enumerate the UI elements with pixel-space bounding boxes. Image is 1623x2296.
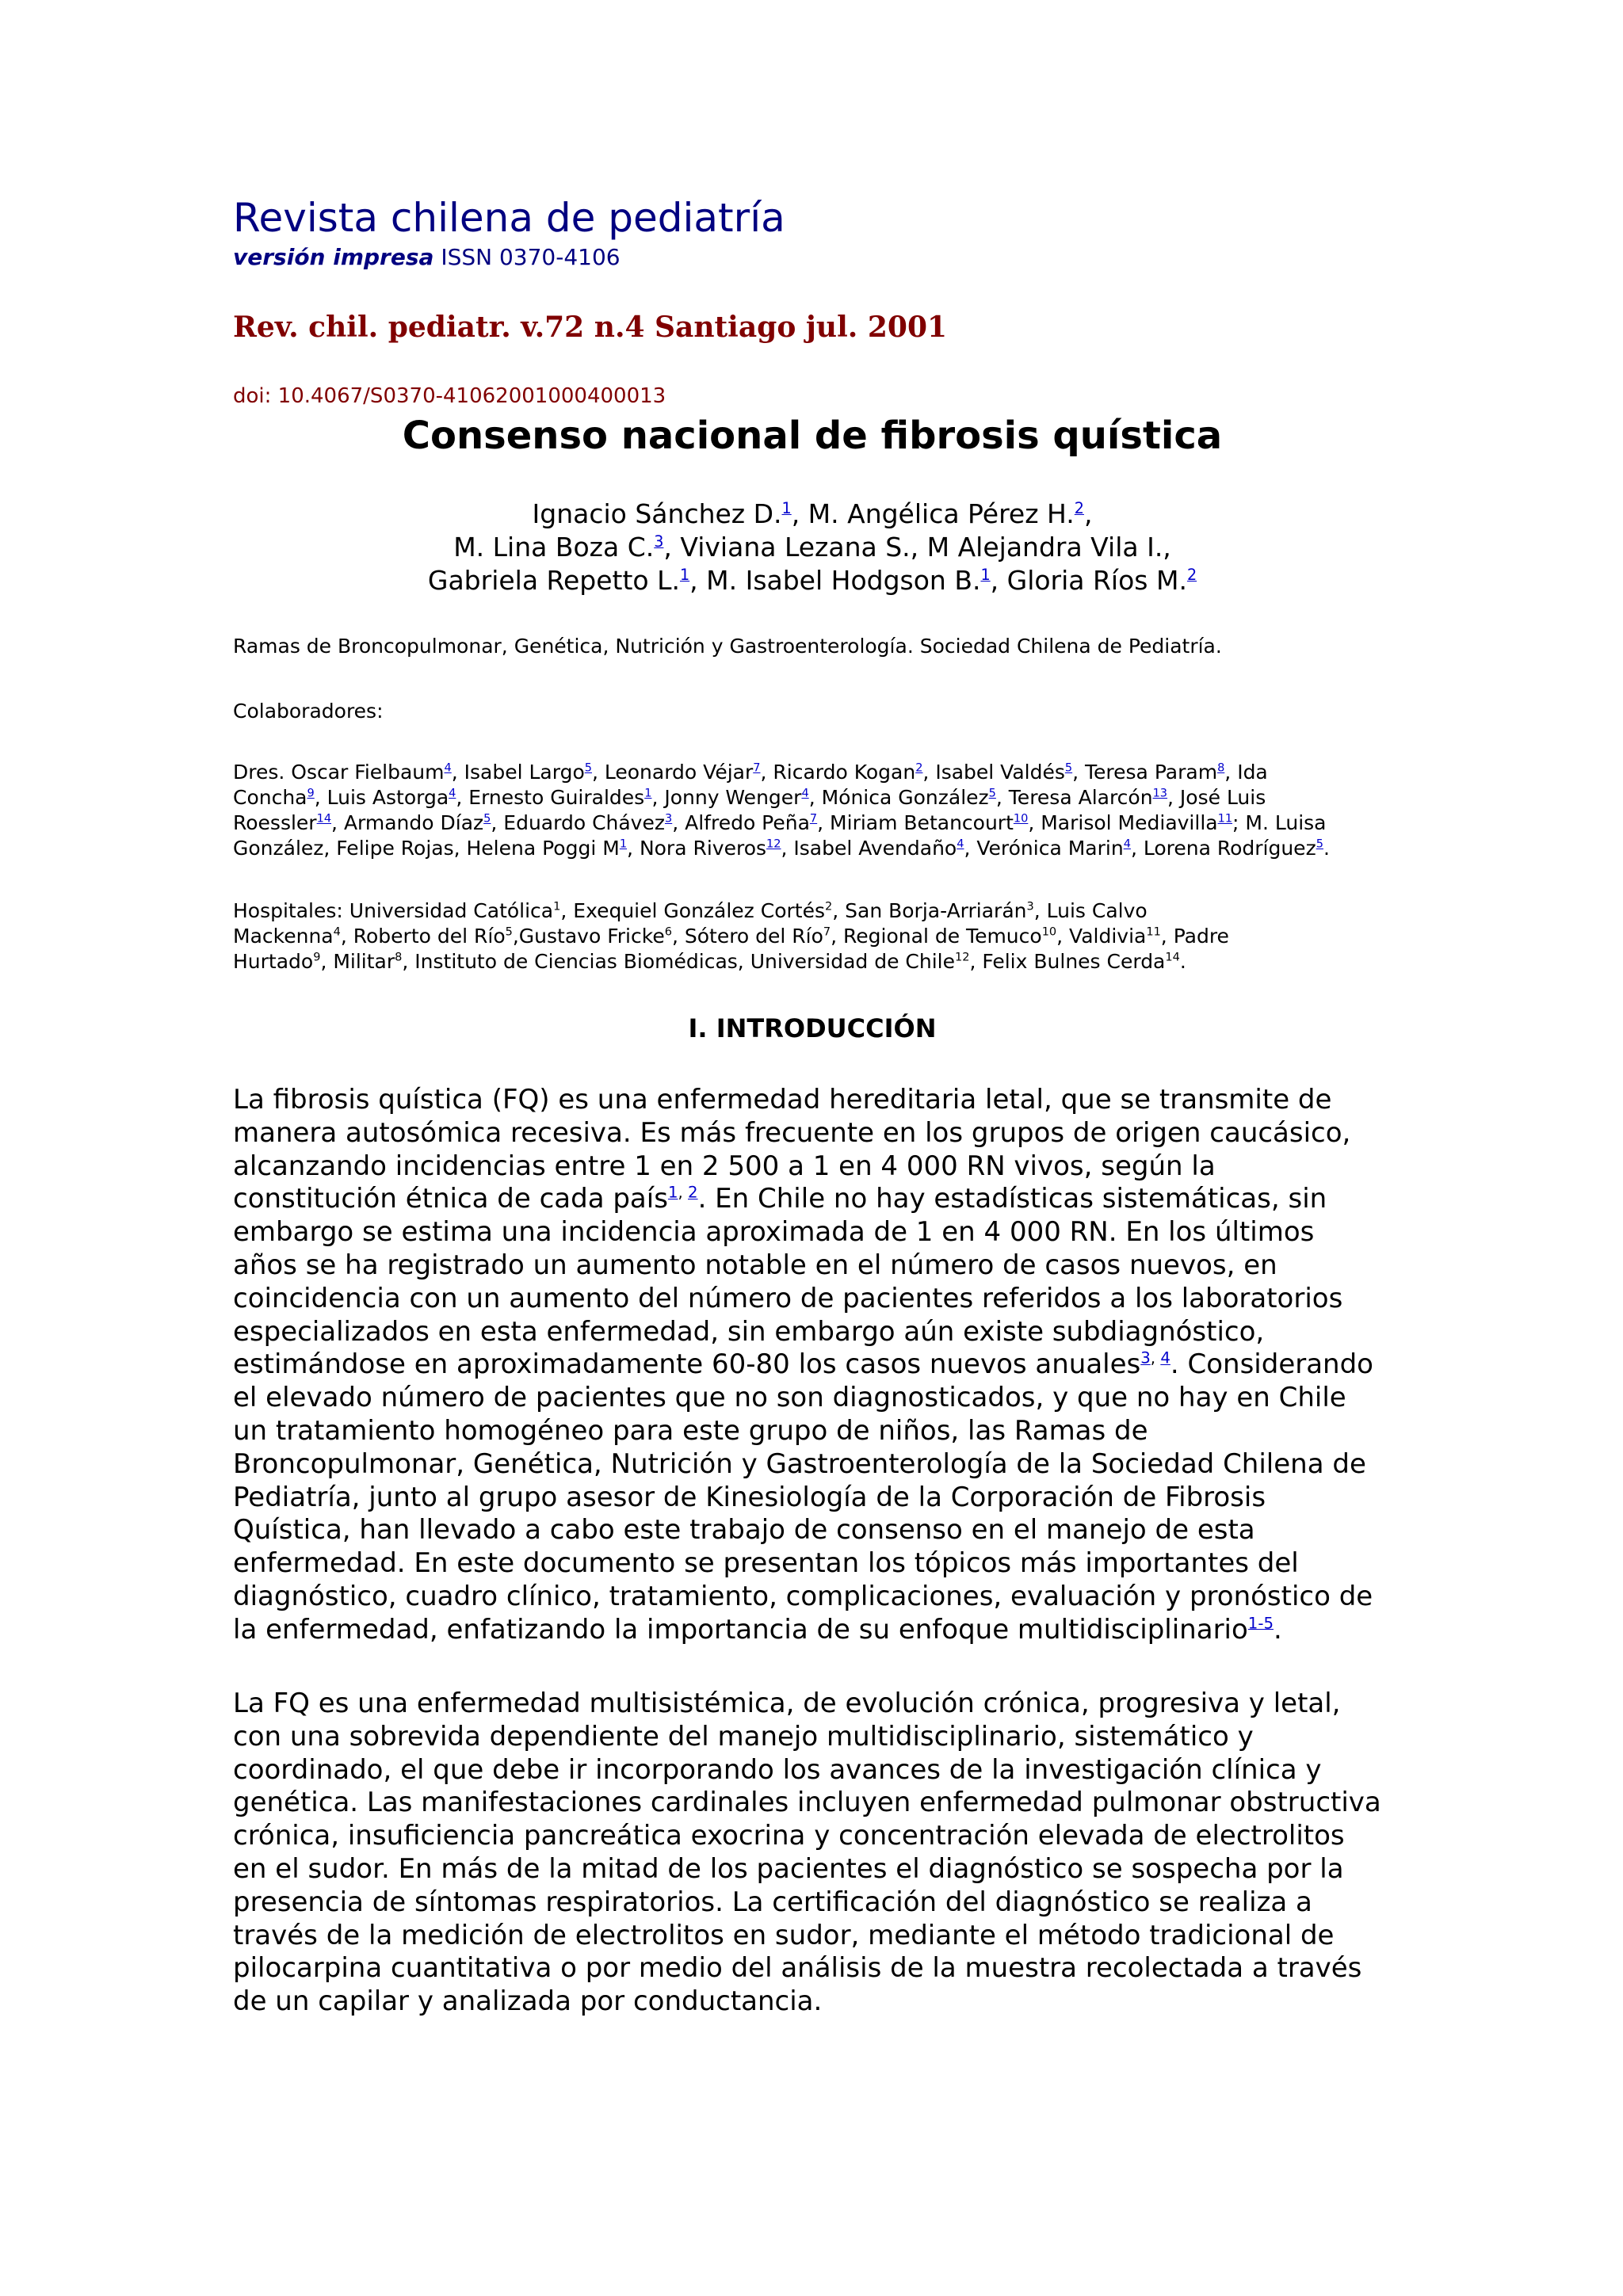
collaborator-ref xyxy=(445,762,452,775)
collaborator-ref xyxy=(766,838,781,851)
author-ref-sup xyxy=(1187,566,1197,584)
reference-link[interactable]: 3 xyxy=(664,812,673,826)
collaborator-text: , Teresa Param xyxy=(1072,761,1218,784)
citation-ref: , xyxy=(1150,1349,1161,1368)
reference-link[interactable]: 14 xyxy=(316,812,332,826)
hospital-text: , Instituto de Ciencias Biomédicas, Universidad de Chile xyxy=(402,950,955,973)
reference-link[interactable]: 5 xyxy=(1316,837,1323,851)
collaborator-text: Dres. Oscar Fielbaum xyxy=(233,761,445,784)
collaborator-text: Roessler xyxy=(233,811,317,834)
author-name: Gloria Ríos M. xyxy=(1006,565,1187,596)
hospital-text: Hurtado xyxy=(233,950,314,973)
collaborator-ref xyxy=(620,838,627,851)
collaborator-text: , Alfredo Peña xyxy=(672,811,810,834)
collaborator-text: , Teresa Alarcón xyxy=(995,786,1153,809)
collaborator-ref xyxy=(1217,762,1224,775)
hospital-text: , Felix Bulnes Cerda xyxy=(969,950,1166,973)
collaborator-ref xyxy=(1065,762,1072,775)
collaborator-ref xyxy=(801,788,808,800)
collaborator-ref xyxy=(1153,788,1167,800)
hospital-ref: 8 xyxy=(395,951,403,964)
paragraph-text: La fibrosis quística (FQ) es una enfermedad hereditaria letal, que se transmite de manera autosómica recesiva. Es más frecuente en los grupos de origen caucásico, alcanzando incidencias entre 1 en 2 500 a 1 en 4 000 RN vivos, según la constitución étnica de cada país xyxy=(233,1084,1351,1215)
paragraph-text: . Considerando el elevado número de pacientes que no son diagnosticados, y que no hay en Chile un tratamiento homogéneo para este grupo de niños, las Ramas de Broncopulmonar, Genética, Nutrición y Gastroenterología de la Sociedad Chilena de Pediatría, junto al grupo asesor de Kinesiología de la Corporación de Fibrosis Quística, han llevado a cabo este trabajo de consenso en el manejo de esta enfermedad. En este documento se presentan los tópicos más importantes del diagnóstico, cuadro clínico, tratamiento, complicaciones, evaluación y pronóstico de la enfermedad, enfatizando la importancia de su enfoque multidisciplinario xyxy=(233,1348,1373,1646)
section-heading: I. INTRODUCCIÓN xyxy=(688,1013,937,1043)
paragraph-text: La FQ es una enfermedad multisistémica, de evolución crónica, progresiva y letal, con una sobrevida dependiente del manejo multidisciplinario, sistemático y coordinado, el que debe ir incorporando los avances de la investigación clínica y genética. Las manifestaciones cardinales incluyen enfermedad pulmonar obstructiva crónica, insuficiencia pancreática exocrina y concentración elevada de electrolitos en el sudor. En más de la mitad de los pacientes el diagnóstico se sospecha por la presencia de síntomas respiratorios. La certificación del diagnóstico se realiza a través de la medición de electrolitos en sudor, mediante el método tradicional de pilocarpina cuantitativa o por medio del análisis de la muestra recolectada a través de un capilar y analizada por conductancia. xyxy=(233,1688,1381,2018)
collaborator-ref xyxy=(1014,813,1028,826)
reference-link[interactable]: 4 xyxy=(444,761,452,775)
citation-ref: , xyxy=(678,1184,689,1203)
hospital-text: ,Gustavo Fricke xyxy=(512,925,665,948)
citation: Rev. chil. pediatr. v.72 n.4 Santiago jul. 2001 xyxy=(233,311,948,344)
collaborator-ref xyxy=(317,813,331,826)
author-separator: , xyxy=(990,565,1007,596)
hospital-ref: 14 xyxy=(1165,951,1180,964)
collaborator-ref xyxy=(449,788,456,800)
reference-link[interactable]: 10 xyxy=(1013,812,1029,826)
authors xyxy=(233,498,1392,597)
reference-link[interactable]: 9 xyxy=(307,787,315,800)
collaborator-text: , Jonny Wenger xyxy=(651,786,802,809)
author-name: Gabriela Repetto L. xyxy=(427,565,680,596)
reference-link[interactable]: 4 xyxy=(1160,1349,1170,1368)
author-name: M. Lina Boza C. xyxy=(453,532,655,563)
reference-link[interactable]: 5 xyxy=(483,812,491,826)
hospital-text: , Padre xyxy=(1160,925,1229,948)
collaborator-text: ; M. Luisa xyxy=(1232,811,1327,834)
collaborator-text: Concha xyxy=(233,786,307,809)
author-line xyxy=(233,498,1392,531)
paragraph-text: . En Chile no hay estadísticas sistemáticas, sin embargo se estima una incidencia aproximada de 1 en 4 000 RN. En los últimos años se ha registrado un aumento notable en el número de casos nuevos, en coincidencia con un aumento del número de pacientes referidos a los laboratorios especializados en esta enfermedad, sin embargo aún existe subdiagnóstico, estimándose en aproximadamente 60-80 los casos nuevos anuales xyxy=(233,1183,1343,1381)
collaborator-text: , Leonardo Véjar xyxy=(591,761,754,784)
author-separator: , xyxy=(791,498,808,529)
hospital-text: , San Borja-Arriarán xyxy=(832,899,1027,922)
collaborator-text: , Isabel Largo xyxy=(451,761,585,784)
hospital-text: , Valdivia xyxy=(1056,925,1147,948)
reference-link[interactable]: 1 xyxy=(667,1184,678,1203)
author-name: M. Angélica Pérez H. xyxy=(808,498,1075,529)
collaborator-text: , Isabel Valdés xyxy=(922,761,1065,784)
author-name: Ignacio Sánchez D. xyxy=(532,498,782,529)
reference-link[interactable]: 11 xyxy=(1217,812,1233,826)
reference-link[interactable]: 1-5 xyxy=(1247,1614,1274,1633)
hospital-text: , Roberto del Río xyxy=(340,925,506,948)
hospital-text: Mackenna xyxy=(233,925,334,948)
hospital-ref: 5 xyxy=(505,925,513,939)
collaborator-text: , Nora Riveros xyxy=(627,837,767,860)
collaborators-label: Colaboradores: xyxy=(233,700,384,723)
hospital-ref: 4 xyxy=(333,925,341,939)
hospital-ref: 10 xyxy=(1041,925,1057,939)
reference-link[interactable]: 4 xyxy=(957,837,964,851)
collaborator-text: , Verónica Marin xyxy=(964,837,1124,860)
collaborator-text: , Marisol Mediavilla xyxy=(1028,811,1218,834)
author-ref-link[interactable]: 3 xyxy=(654,532,664,551)
citation-ref xyxy=(1160,1349,1170,1367)
hospital-ref: 7 xyxy=(823,925,831,939)
collaborator-ref xyxy=(1218,813,1232,826)
author-line xyxy=(233,564,1392,597)
collaborator-text: , Ernesto Guiraldes xyxy=(456,786,645,809)
intro-paragraph-1 xyxy=(233,1084,1392,1647)
hospital-text: . xyxy=(1179,950,1186,973)
collaborator-text: , Ida xyxy=(1224,761,1268,784)
collaborator-text: , Mónica González xyxy=(808,786,989,809)
hospital-text: , Sótero del Río xyxy=(671,925,823,948)
issn: ISSN 0370-4106 xyxy=(441,244,621,270)
collaborator-ref xyxy=(810,813,817,826)
citation-ref xyxy=(688,1184,698,1202)
reference-link[interactable]: 3 xyxy=(1140,1349,1151,1368)
author-ref-sup xyxy=(680,566,689,584)
hospital-text: , Luis Calvo xyxy=(1033,899,1148,922)
journal-title: Revista chilena de pediatría xyxy=(233,195,785,241)
hospital-text: Hospitales: Universidad Católica xyxy=(233,899,554,922)
collaborator-text: González, Felipe Rojas, Helena Poggi M xyxy=(233,837,620,860)
collaborator-text: , Lorena Rodríguez xyxy=(1130,837,1316,860)
author-ref-link[interactable]: 2 xyxy=(1186,566,1197,584)
article-title: Consenso nacional de fibrosis quística xyxy=(402,414,1223,458)
collaborator-text: , Eduardo Chávez xyxy=(491,811,665,834)
reference-link[interactable]: 1 xyxy=(619,837,628,851)
collaborator-ref xyxy=(585,762,592,775)
hospital-ref: 1 xyxy=(553,900,561,913)
author-line xyxy=(233,531,1392,564)
collaborator-ref xyxy=(989,788,996,800)
author-separator: , xyxy=(1083,498,1093,529)
author-ref-link[interactable]: 1 xyxy=(980,566,991,584)
reference-link[interactable]: 13 xyxy=(1152,787,1168,800)
collaborator-text: , José Luis xyxy=(1167,786,1266,809)
author-ref-link[interactable]: 1 xyxy=(781,499,792,517)
reference-link[interactable]: 5 xyxy=(584,761,592,775)
hospital-ref: 2 xyxy=(825,900,833,913)
reference-link[interactable]: 12 xyxy=(766,837,781,851)
reference-link[interactable]: 5 xyxy=(988,787,996,800)
reference-link[interactable]: 8 xyxy=(1217,761,1225,775)
collaborators-list xyxy=(233,760,1392,861)
citation-ref xyxy=(1140,1349,1151,1367)
collaborator-ref xyxy=(307,788,315,800)
author-ref-sup xyxy=(782,499,792,517)
hospitals-list xyxy=(233,898,1392,974)
collaborator-text: . xyxy=(1323,837,1330,860)
reference-link[interactable]: 7 xyxy=(809,812,818,826)
reference-link[interactable]: 1 xyxy=(644,787,652,800)
intro-paragraph-2 xyxy=(233,1688,1392,2019)
reference-link[interactable]: 7 xyxy=(753,761,761,775)
reference-link[interactable]: 4 xyxy=(1123,837,1131,851)
author-ref-sup xyxy=(654,532,663,551)
issn-line xyxy=(233,242,621,273)
collaborator-ref xyxy=(1316,838,1323,851)
doi: doi: 10.4067/S0370-41062001000400013 xyxy=(233,384,666,408)
author-ref-sup xyxy=(980,566,990,584)
reference-link[interactable]: 4 xyxy=(801,787,809,800)
author-ref-sup xyxy=(1075,499,1084,517)
author-separator: , Viviana Lezana S., M Alejandra Vila I., xyxy=(663,532,1171,563)
hospital-ref: 11 xyxy=(1146,925,1161,939)
version-label: versión impresa xyxy=(233,244,434,270)
reference-link[interactable]: 4 xyxy=(449,787,456,800)
author-ref-link[interactable]: 2 xyxy=(1074,499,1084,517)
collaborator-text: , Miriam Betancourt xyxy=(817,811,1014,834)
collaborator-text: , Isabel Avendaño xyxy=(781,837,957,860)
hospital-text: , Militar xyxy=(320,950,395,973)
collaborator-ref xyxy=(665,813,672,826)
hospital-ref: 9 xyxy=(313,951,321,964)
reference-link[interactable]: 2 xyxy=(688,1184,698,1203)
paragraph-text: . xyxy=(1273,1613,1282,1646)
affiliation: Ramas de Broncopulmonar, Genética, Nutrición y Gastroenterología. Sociedad Chilena de Pediatría. xyxy=(233,635,1222,658)
hospital-text: , Exequiel González Cortés xyxy=(560,899,825,922)
collaborator-text: , Luis Astorga xyxy=(314,786,449,809)
hospital-text: , Regional de Temuco xyxy=(831,925,1042,948)
collaborator-ref xyxy=(1124,838,1131,851)
author-name: M. Isabel Hodgson B. xyxy=(706,565,981,596)
collaborator-text: , Armando Díaz xyxy=(331,811,484,834)
hospital-ref: 6 xyxy=(664,925,672,939)
author-ref-link[interactable]: 1 xyxy=(679,566,690,584)
citation-ref xyxy=(668,1184,678,1202)
hospital-ref: 3 xyxy=(1026,900,1034,913)
author-separator: , xyxy=(689,565,707,596)
hospital-ref: 12 xyxy=(955,951,970,964)
collaborator-ref xyxy=(483,813,491,826)
collaborator-text: , Ricardo Kogan xyxy=(760,761,916,784)
citation-ref xyxy=(1248,1614,1274,1632)
reference-link[interactable]: 2 xyxy=(915,761,923,775)
reference-link[interactable]: 5 xyxy=(1064,761,1073,775)
